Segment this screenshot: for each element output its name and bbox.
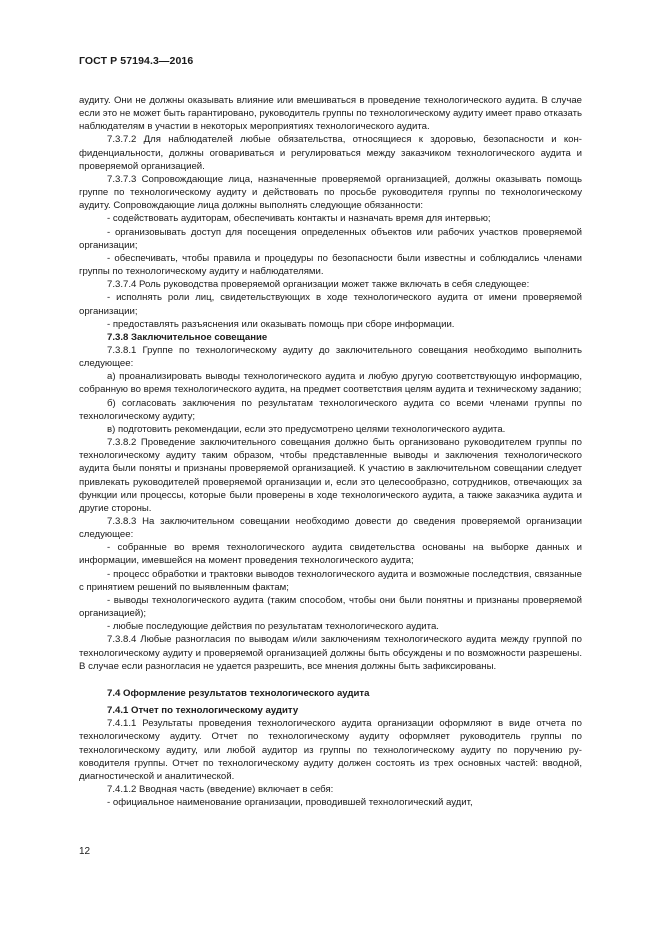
- list-item: - обеспечивать, чтобы правила и процедуры по безопасности были известны и соблюдались членами группы по технологическому аудиту и наблюдателями.: [79, 252, 582, 278]
- paragraph: 7.3.7.4 Роль руководства проверяемой организации может также включать в себя следующее:: [107, 279, 530, 291]
- list-item: - официальное наименование организации, проводившей технологический аудит,: [107, 797, 473, 809]
- paragraph: 7.4.1.2 Вводная часть (введение) включает в себя:: [107, 783, 334, 795]
- document-header: ГОСТ Р 57194.3—2016: [79, 55, 194, 67]
- paragraph: 7.3.8.4 Любые разногласия по выводам и/или заключениям технологического аудита между группой по технологическому аудиту и проверяемой организацией должны быть обсуждены и по возможности разрешены. В случае если разногласия не удается разрешить, все мнения должны быть зафиксированы.: [79, 634, 582, 672]
- paragraph: 7.3.7.2 Для наблюдателей любые обязательства, относящиеся к здоровью, безопасности и конфиденциальности, должны оговариваться и регулироваться между заказчиком технологического аудита и проверяемой организацией.: [79, 134, 582, 172]
- section-heading: 7.4 Оформление результатов технологического аудита: [107, 687, 370, 699]
- list-item: б) согласовать заключения по результатам технологического аудита со всеми членами группы по технологическому аудиту;: [79, 397, 582, 422]
- document-body: [79, 94, 582, 809]
- list-item: - предоставлять разъяснения или оказывать помощь при сборе информации.: [107, 318, 455, 330]
- list-item: в) подготовить рекомендации, если это предусмотрено целями технологического аудита.: [107, 423, 506, 435]
- list-item: - выводы технологического аудита (таким способом, чтобы они были понятны и признаны проверяемой организацией);: [79, 594, 582, 620]
- paragraph: 7.3.8.1 Группе по технологическому аудиту до заключительного совещания необходимо выполнить следующее:: [79, 344, 582, 370]
- list-item: а) проанализировать выводы технологического аудита и любую другую соответствующую информацию, собранную во время технологического аудита, на предмет соответствия целям аудита и техническому заданию;: [79, 371, 582, 396]
- list-item: - организовывать доступ для посещения определенных объектов или рабочих участков проверяемой организации;: [79, 226, 582, 251]
- list-item: - собранные во время технологического аудита свидетельства основаны на выборке данных и информации, имевшейся на момент проведения технологического аудита;: [79, 542, 582, 567]
- subsection-heading: 7.3.8 Заключительное совещание: [107, 331, 268, 343]
- list-item: - процесс обработки и трактовки выводов технологического аудита и возможные последствия, связанные с принятием решений по выявленным фактам;: [79, 568, 582, 593]
- subsection-heading: 7.4.1 Отчет по технологическому аудиту: [107, 705, 299, 717]
- paragraph: аудиту. Они не должны оказывать влияние или вмешиваться в проведение технологического аудита. В случае если это не может быть гарантировано, руководитель группы по технологическому аудиту имеет право отказать наблюдателям в участии в некоторых мероприятиях технологического аудита.: [79, 95, 582, 133]
- list-item: - любые последующие действия по результатам технологического аудита.: [107, 621, 439, 633]
- page-number: 12: [79, 846, 91, 857]
- paragraph: 7.3.8.3 На заключительном совещании необходимо довести до сведения проверяемой организации следующее:: [79, 516, 582, 541]
- list-item: - исполнять роли лиц, свидетельствующих в ходе технологического аудита от имени проверяемой организации;: [79, 292, 582, 317]
- paragraph: 7.3.8.2 Проведение заключительного совещания должно быть организовано руководителем группы по технологическому аудиту таким образом, чтобы представленные выводы и заключения технологического аудита были поняты и признаны проверяемой организацией. К участию в заключительном совещании следует привлекать руководителей проверяемой организации и, если это целесообразно, сотрудников, отвечающих за функции или процессы, которые были проверены в ходе технологического аудита, а также заказчика аудита и другие стороны.: [79, 437, 582, 514]
- paragraph: 7.4.1.1 Результаты проведения технологического аудита организации оформляют в виде отчета по технологическому аудиту. Отчет по технологическому аудиту оформляет руководитель группы по технологическому аудиту, или любой аудитор из группы по технологическому аудиту по поручению руководителя группы. Отчет по технологическому аудиту должен состоять из трех основных частей: вводной, диагностической и аналитической.: [79, 718, 582, 782]
- paragraph: 7.3.7.3 Сопровождающие лица, назначенные проверяемой организацией, должны оказывать помощь группе по технологическому аудиту и действовать по просьбе руководителя группы по технологическому аудиту. Сопровождающие лица должны выполнять следующие обязанности:: [79, 173, 582, 212]
- list-item: - содействовать аудиторам, обеспечивать контакты и назначать время для интервью;: [107, 213, 491, 225]
